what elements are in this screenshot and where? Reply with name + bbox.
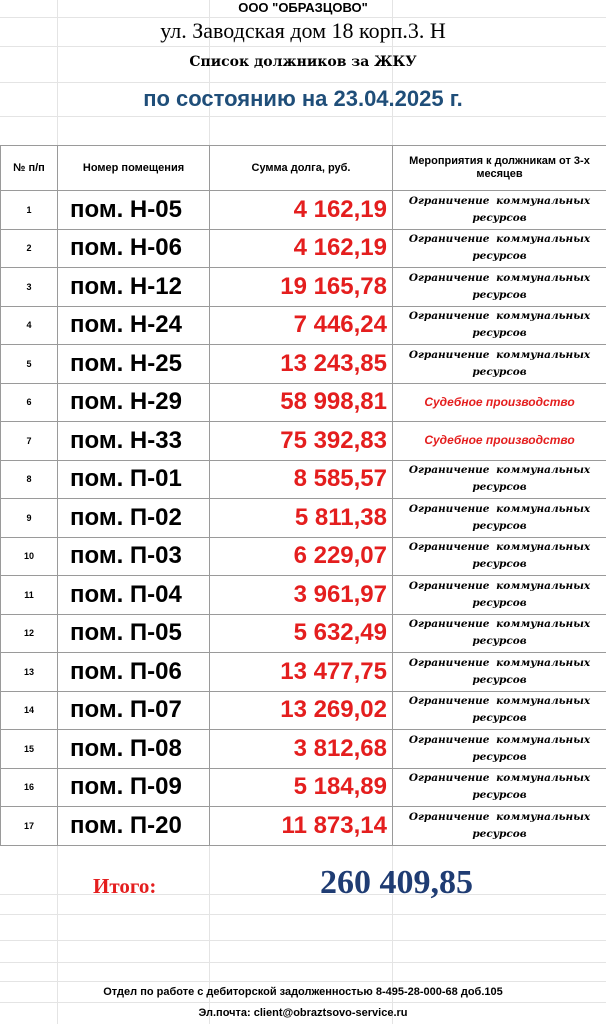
table-body bbox=[1, 191, 606, 846]
building-address: ул. Заводская дом 18 корп.3. Н bbox=[160, 18, 446, 43]
debt-measure: Ограничение коммунальных ресурсов bbox=[393, 306, 606, 345]
debt-amount: 13 269,02 bbox=[210, 691, 393, 730]
debt-measure: Ограничение коммунальных ресурсов bbox=[393, 653, 606, 692]
debt-amount: 4 162,19 bbox=[210, 191, 393, 230]
grid-line bbox=[0, 981, 606, 982]
row-number: 8 bbox=[1, 460, 58, 499]
row-number: 12 bbox=[1, 614, 58, 653]
debt-measure: Судебное производство bbox=[393, 383, 606, 422]
debt-measure: Ограничение коммунальных ресурсов bbox=[393, 576, 606, 615]
row-number: 3 bbox=[1, 268, 58, 307]
row-number: 2 bbox=[1, 229, 58, 268]
column-header-amount: Сумма долга, руб. bbox=[210, 146, 393, 191]
debt-amount: 58 998,81 bbox=[210, 383, 393, 422]
grid-line bbox=[0, 940, 606, 941]
debt-measure: Ограничение коммунальных ресурсов bbox=[393, 807, 606, 846]
table-row bbox=[1, 306, 606, 345]
room-number: пом. Н-05 bbox=[58, 191, 210, 230]
debt-amount: 7 446,24 bbox=[210, 306, 393, 345]
grid-line bbox=[0, 894, 606, 895]
debt-measure: Ограничение коммунальных ресурсов bbox=[393, 229, 606, 268]
room-number: пом. П-01 bbox=[58, 460, 210, 499]
debt-amount: 5 632,49 bbox=[210, 614, 393, 653]
row-number: 11 bbox=[1, 576, 58, 615]
table-row bbox=[1, 768, 606, 807]
table-row bbox=[1, 191, 606, 230]
list-subtitle: Список должников за ЖКУ bbox=[189, 54, 417, 70]
debt-amount: 75 392,83 bbox=[210, 422, 393, 461]
debt-amount: 3 961,97 bbox=[210, 576, 393, 615]
table-row bbox=[1, 499, 606, 538]
table-row bbox=[1, 807, 606, 846]
row-number: 15 bbox=[1, 730, 58, 769]
room-number: пом. Н-06 bbox=[58, 229, 210, 268]
row-number: 1 bbox=[1, 191, 58, 230]
row-number: 6 bbox=[1, 383, 58, 422]
debt-measure: Ограничение коммунальных ресурсов bbox=[393, 614, 606, 653]
column-header-number: № п/п bbox=[1, 146, 58, 191]
room-number: пом. Н-24 bbox=[58, 306, 210, 345]
debt-measure: Ограничение коммунальных ресурсов bbox=[393, 768, 606, 807]
footer-department-contact: Отдел по работе с дебиторской задолженностью 8-495-28-000-68 доб.105 bbox=[103, 986, 503, 998]
table-row bbox=[1, 345, 606, 384]
room-number: пом. П-07 bbox=[58, 691, 210, 730]
room-number: пом. П-03 bbox=[58, 537, 210, 576]
room-number: пом. П-09 bbox=[58, 768, 210, 807]
room-number: пом. П-20 bbox=[58, 807, 210, 846]
row-number: 9 bbox=[1, 499, 58, 538]
grid-line bbox=[0, 1002, 606, 1003]
debt-amount: 13 243,85 bbox=[210, 345, 393, 384]
table-row bbox=[1, 383, 606, 422]
debt-amount: 19 165,78 bbox=[210, 268, 393, 307]
table-row bbox=[1, 422, 606, 461]
row-number: 13 bbox=[1, 653, 58, 692]
debt-amount: 3 812,68 bbox=[210, 730, 393, 769]
room-number: пом. П-06 bbox=[58, 653, 210, 692]
row-number: 7 bbox=[1, 422, 58, 461]
total-value: 260 409,85 bbox=[320, 864, 473, 901]
room-number: пом. П-04 bbox=[58, 576, 210, 615]
row-number: 4 bbox=[1, 306, 58, 345]
room-number: пом. Н-29 bbox=[58, 383, 210, 422]
grid-line bbox=[0, 962, 606, 963]
row-number: 16 bbox=[1, 768, 58, 807]
total-label: Итого: bbox=[93, 874, 157, 898]
room-number: пом. П-08 bbox=[58, 730, 210, 769]
table-row bbox=[1, 576, 606, 615]
row-number: 5 bbox=[1, 345, 58, 384]
table-row bbox=[1, 730, 606, 769]
debtors-table bbox=[0, 145, 606, 846]
room-number: пом. П-02 bbox=[58, 499, 210, 538]
table-row bbox=[1, 268, 606, 307]
row-number: 14 bbox=[1, 691, 58, 730]
debt-measure: Ограничение коммунальных ресурсов bbox=[393, 691, 606, 730]
grid-line bbox=[0, 46, 606, 47]
debt-measure: Ограничение коммунальных ресурсов bbox=[393, 191, 606, 230]
debt-measure: Судебное производство bbox=[393, 422, 606, 461]
debt-measure: Ограничение коммунальных ресурсов bbox=[393, 730, 606, 769]
debt-amount: 5 184,89 bbox=[210, 768, 393, 807]
debt-amount: 11 873,14 bbox=[210, 807, 393, 846]
room-number: пом. Н-12 bbox=[58, 268, 210, 307]
column-header-measures: Мероприятия к должникам от 3-х месяцев bbox=[393, 146, 606, 191]
table-row bbox=[1, 229, 606, 268]
debt-measure: Ограничение коммунальных ресурсов bbox=[393, 268, 606, 307]
table-row bbox=[1, 691, 606, 730]
row-number: 17 bbox=[1, 807, 58, 846]
table-row bbox=[1, 460, 606, 499]
report-date: по состоянию на 23.04.2025 г. bbox=[143, 86, 463, 111]
footer-email: Эл.почта: client@obraztsovo-service.ru bbox=[198, 1007, 408, 1019]
debt-amount: 6 229,07 bbox=[210, 537, 393, 576]
debt-amount: 8 585,57 bbox=[210, 460, 393, 499]
room-number: пом. П-05 bbox=[58, 614, 210, 653]
debt-amount: 5 811,38 bbox=[210, 499, 393, 538]
table-row bbox=[1, 653, 606, 692]
debt-amount: 13 477,75 bbox=[210, 653, 393, 692]
grid-line bbox=[0, 82, 606, 83]
grid-line bbox=[0, 914, 606, 915]
grid-line bbox=[0, 116, 606, 117]
table-row bbox=[1, 614, 606, 653]
debt-measure: Ограничение коммунальных ресурсов bbox=[393, 345, 606, 384]
company-name: ООО "ОБРАЗЦОВО" bbox=[238, 0, 368, 15]
debt-measure: Ограничение коммунальных ресурсов bbox=[393, 537, 606, 576]
room-number: пом. Н-33 bbox=[58, 422, 210, 461]
debt-measure: Ограничение коммунальных ресурсов bbox=[393, 460, 606, 499]
room-number: пом. Н-25 bbox=[58, 345, 210, 384]
column-header-room: Номер помещения bbox=[58, 146, 210, 191]
table-header-row bbox=[1, 146, 606, 191]
debt-measure: Ограничение коммунальных ресурсов bbox=[393, 499, 606, 538]
row-number: 10 bbox=[1, 537, 58, 576]
table-row bbox=[1, 537, 606, 576]
debt-amount: 4 162,19 bbox=[210, 229, 393, 268]
